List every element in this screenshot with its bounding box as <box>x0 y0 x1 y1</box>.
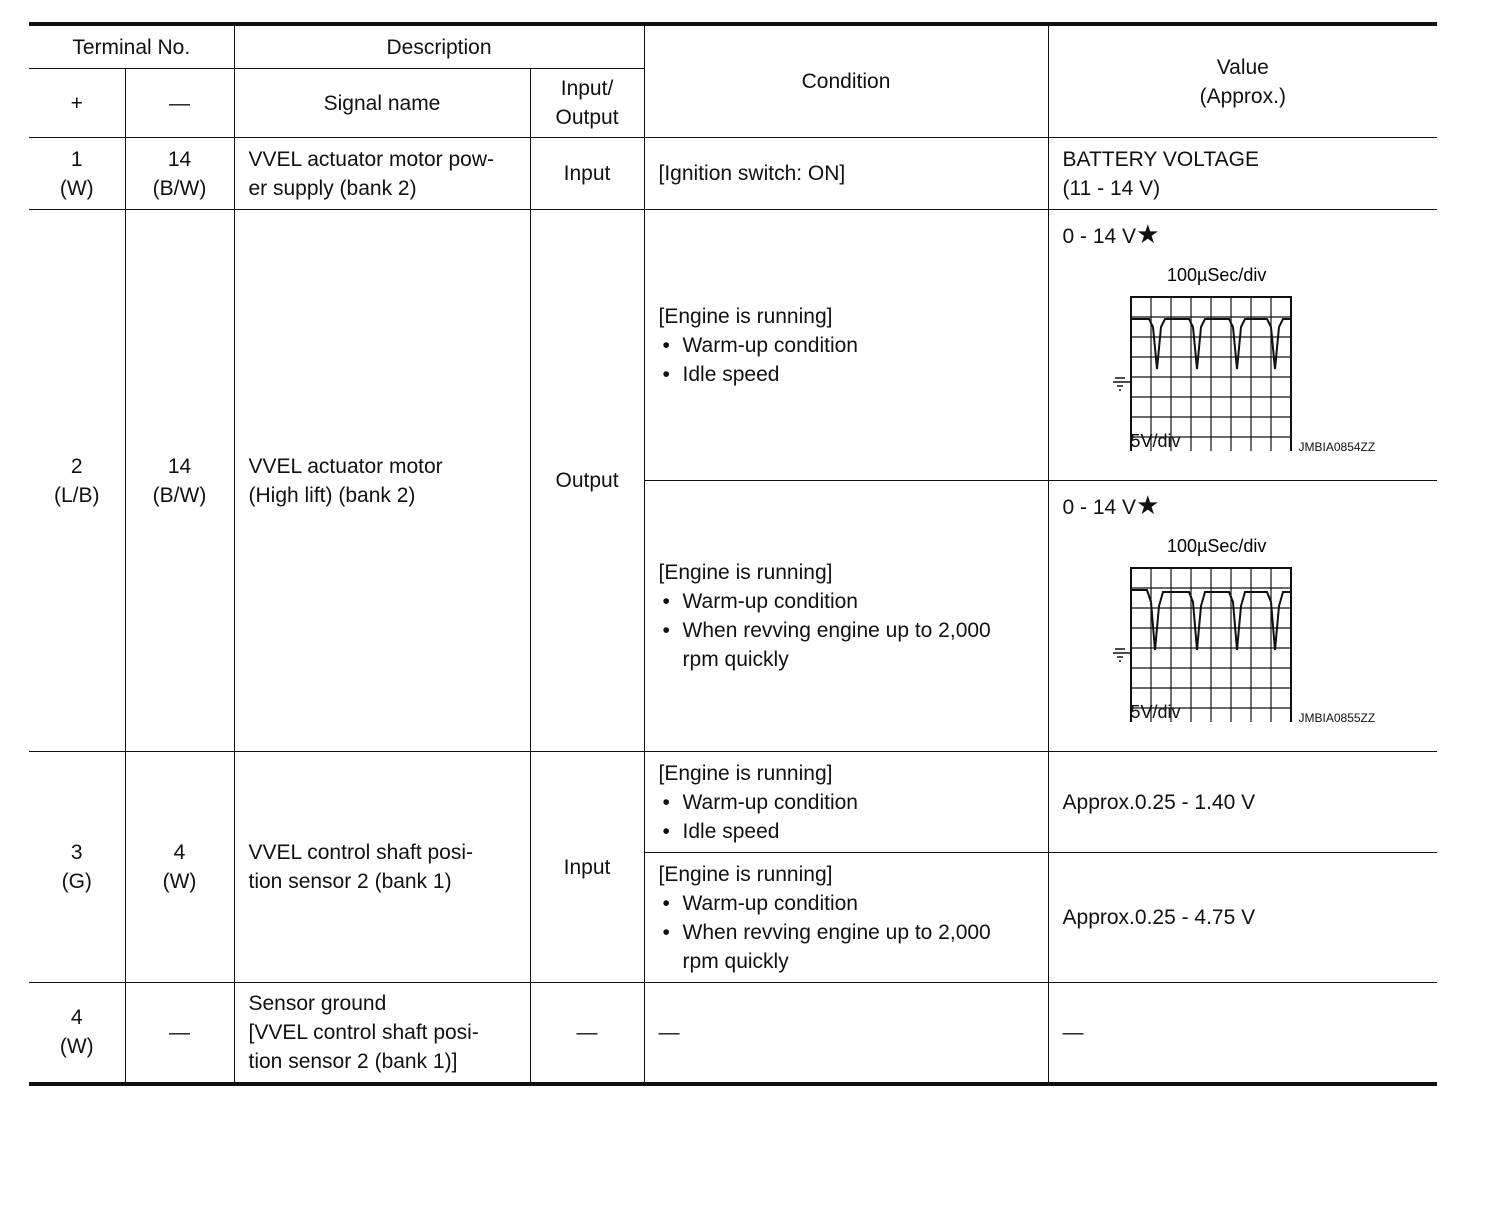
condition-bullets <box>659 331 1034 389</box>
condition-title: [Engine is running] <box>658 304 833 328</box>
signal-name-line: tion sensor 2 (bank 1)] <box>248 1049 458 1073</box>
terminal-plus <box>29 210 125 752</box>
signal-name-line: VVEL actuator motor <box>248 454 443 478</box>
waveform-footer <box>1063 431 1424 475</box>
value-label: 0 - 14 V <box>1062 225 1137 248</box>
ground-icon <box>1113 378 1131 390</box>
value: Approx.0.25 - 1.40 V <box>1048 752 1437 853</box>
terminal-minus-wire-color: (W) <box>162 870 197 893</box>
value <box>1048 210 1437 481</box>
volt-div-label: 5V/div <box>1130 702 1181 722</box>
volt-div-label: 5V/div <box>1130 431 1181 451</box>
signal-name-line: Sensor ground <box>248 991 387 1015</box>
condition-bullet <box>659 918 1034 976</box>
terminal-plus-number: 1 <box>70 147 83 171</box>
terminal-minus <box>125 210 234 752</box>
header-value <box>1048 24 1437 138</box>
terminal-plus-wire-color: (W) <box>59 1035 94 1059</box>
condition <box>644 853 1048 983</box>
terminal-plus-number: 2 <box>70 454 83 478</box>
signal-name-line: (High lift) (bank 2) <box>248 483 416 507</box>
condition-bullet: • Warm-up condition <box>659 889 1034 918</box>
header-plus: + <box>29 69 125 138</box>
condition-bullets <box>659 788 1034 846</box>
signal-name-line: VVEL control shaft posi- <box>248 841 473 864</box>
value: Approx.0.25 - 4.75 V <box>1048 853 1437 983</box>
condition-title: [Engine is running] <box>658 561 833 584</box>
condition: — <box>644 983 1048 1084</box>
terminal-minus-number: 4 <box>173 841 186 864</box>
header-minus: — <box>125 69 234 138</box>
terminal-plus-wire-color: (L/B) <box>53 483 100 507</box>
condition <box>644 210 1048 481</box>
terminal-plus <box>29 983 125 1084</box>
terminal-minus-number: 14 <box>167 454 192 478</box>
terminal-minus-wire-color: (B/W) <box>152 483 207 507</box>
condition <box>644 481 1048 752</box>
time-div-label: 100µSec/div <box>1166 536 1266 556</box>
condition <box>644 752 1048 853</box>
signal-name-line: tion sensor 2 (bank 1) <box>248 870 452 893</box>
star-icon: ★ <box>1136 490 1160 520</box>
value-line: BATTERY VOLTAGE <box>1062 147 1259 171</box>
signal-name <box>234 210 530 752</box>
condition-bullet-line: • When revving engine up to 2,000 <box>682 619 991 642</box>
waveform-footer <box>1063 702 1424 746</box>
condition-bullet <box>659 616 1034 674</box>
signal-name <box>234 983 530 1084</box>
header-value-label: Value <box>1216 55 1269 79</box>
header-io-line2: Output <box>555 106 619 129</box>
value <box>1048 138 1437 210</box>
condition-bullet: • Idle speed <box>659 360 1034 389</box>
signal-name <box>234 752 530 983</box>
terminal-plus-wire-color: (W) <box>59 176 94 200</box>
value-range <box>1063 220 1424 251</box>
condition-bullets <box>659 889 1034 976</box>
header-io-line1: Input/ <box>560 77 614 100</box>
condition-bullet-line: rpm quickly <box>682 949 789 973</box>
terminal-minus <box>125 138 234 210</box>
star-icon: ★ <box>1136 219 1160 249</box>
header-signal-name: Signal name <box>234 69 530 138</box>
table-row <box>29 752 1437 853</box>
value-range <box>1063 491 1424 522</box>
header-terminal-no: Terminal No. <box>29 24 234 69</box>
terminal-minus <box>125 752 234 983</box>
condition-bullets <box>659 587 1034 674</box>
condition: [Ignition switch: ON] <box>644 138 1048 210</box>
value-label: 0 - 14 V <box>1062 496 1137 519</box>
terminal-table <box>29 22 1437 1086</box>
condition-bullet-line: rpm quickly <box>682 648 789 671</box>
condition-bullet-line: • When revving engine up to 2,000 <box>682 920 991 944</box>
header-io <box>530 69 644 138</box>
value <box>1048 481 1437 752</box>
terminal-minus: — <box>125 983 234 1084</box>
header-condition: Condition <box>644 24 1048 138</box>
table-row <box>29 138 1437 210</box>
figure-id: JMBIA0854ZZ <box>1298 440 1376 454</box>
condition-bullet: • Idle speed <box>659 817 1034 846</box>
signal-name-line: er supply (bank 2) <box>248 176 417 200</box>
terminal-minus-number: 14 <box>167 147 192 171</box>
oscilloscope-waveform <box>1101 522 1401 722</box>
io-type: Input <box>530 752 644 983</box>
signal-name-line: VVEL actuator motor pow- <box>248 147 494 171</box>
value: — <box>1048 983 1437 1084</box>
header-description: Description <box>234 24 644 69</box>
condition-title: [Engine is running] <box>658 862 833 886</box>
condition-bullet: • Warm-up condition <box>659 587 1034 616</box>
terminal-plus <box>29 752 125 983</box>
time-div-label: 100µSec/div <box>1166 265 1266 285</box>
terminal-plus-number: 4 <box>70 1006 83 1030</box>
table-row <box>29 983 1437 1084</box>
terminal-plus <box>29 138 125 210</box>
io-type: Input <box>530 138 644 210</box>
terminal-minus-wire-color: (B/W) <box>152 176 207 200</box>
condition-bullet: • Warm-up condition <box>659 788 1034 817</box>
terminal-plus-number: 3 <box>70 841 83 864</box>
condition-title: [Engine is running] <box>658 761 833 785</box>
value-line: (11 - 14 V) <box>1062 176 1161 200</box>
io-type: Output <box>530 210 644 752</box>
condition-bullet: • Warm-up condition <box>659 331 1034 360</box>
header-value-approx: (Approx.) <box>1199 84 1286 108</box>
oscilloscope-waveform <box>1101 251 1401 451</box>
signal-name-line: [VVEL control shaft posi- <box>248 1020 479 1044</box>
figure-id: JMBIA0855ZZ <box>1298 711 1376 725</box>
table-row <box>29 210 1437 481</box>
signal-name <box>234 138 530 210</box>
terminal-plus-wire-color: (G) <box>61 870 92 893</box>
io-type: — <box>530 983 644 1084</box>
ground-icon <box>1113 649 1131 661</box>
